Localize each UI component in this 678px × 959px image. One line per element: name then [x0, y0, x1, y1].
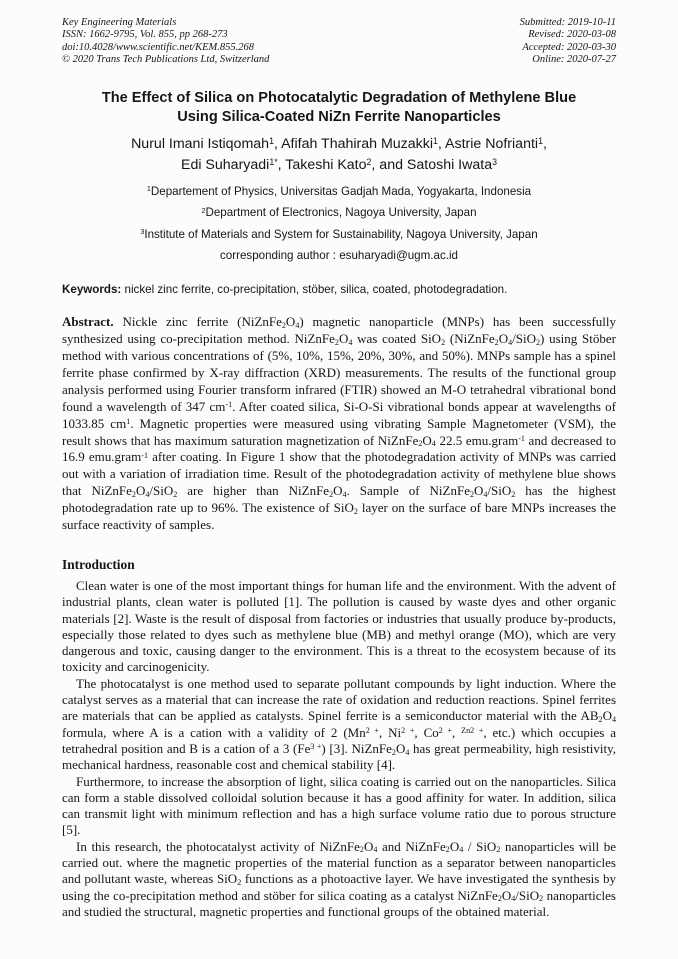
affiliation-1: $^1$Departement of Physics, Universitas Gadjah Mada, Yogyakarta, Indonesia	[146, 184, 532, 198]
journal-header	[62, 17, 616, 66]
abstract-paragraph	[62, 314, 616, 534]
journal-name: Key Engineering Materials	[62, 17, 177, 28]
introduction-heading: Introduction	[62, 556, 135, 572]
corresponding-author-line: corresponding author : esuharyadi@ugm.ac.id	[220, 249, 458, 263]
abstract-text: Nickle zinc ferrite $(NiZnFe_2O_4)$ magnetic nanoparticle (MNPs) has been successfully synthesized using co-precipitation method. $NiZnFe_2O_4$ was coated SiO$_2$ $(NiZnFe_2O_4/SiO_2)$ using Stöber method with various concentrations of (5%, 10%, 15%, 20%, 30%, and 50%). MNPs sample has a spinel ferrite phase confirmed by X-ray diffraction (XRD) measurements. The results of the functional group analysis performed using Fourier transform infrared (FTIR) showed an M-O tetrahedral vibrational bond found a wavelength of 347 $cm^{-1}$. After coated silica, Si-O-Si vibrational bonds appear at wavelengths of 1033.85 $cm^1$. Magnetic properties were measured using vibrating Sample Magnetometer (VSM), the result shows that has maximum saturation magnetization of $NiZnFe_2O_4$ 22.5 emu.gram$^{-1}$ and decreased to 16.9 emu.gram$^{-1}$ after coating. In Figure 1 show that the photodegradation activity of MNPs was carried out with a variation of irradiation time. Result of the photodegradation activity of methylene blue shows that $NiZnFe_2O_4/SiO_2$ are higher than $NiZnFe_2O_4$. Sample of $NiZnFe_2O_4/SiO_2$ has the highest photodegradation rate up to 96%. The existence of SiO$_2$ layer on the surface of bare MNPs increases the surface reactivity of samples.	[62, 314, 617, 533]
journal-doi-line: doi:10.4028/www.scientific.net/KEM.855.268	[62, 41, 254, 53]
affiliation-2: $^2$Department of Electronics, Nagoya University, Japan	[201, 205, 477, 220]
online-date: Online: 2020-07-27	[532, 53, 616, 65]
authors-block	[62, 134, 616, 176]
journal-issn-line: ISSN: 1662-9795, Vol. 855, pp 268-273	[62, 29, 228, 41]
keywords-text: nickel zinc ferrite, co-precipitation, stöber, silica, coated, photodegradation.	[124, 283, 508, 297]
introduction-paragraph-2: The photocatalyst is one method used to separate pollutant compounds by light induction. Where the catalyst serves as a material that can increase the rate of oxidation and reduction reactions. Spinel ferrites are materials that can be applied as catalysts. Spinel ferrite is a semiconductor material with the $AB_2O_4$ formula, where A is a cation with a validity of 2 ($Mn^{2 +}$, $Ni^{2 +}$, $Co^{2 +}$, $^{Zn2 +}$, etc.) which occupies a tetrahedral position and B is a cation of a 3 $(Fe^{3 +})$ [3]. $NiZnFe_2O_4$ has great permeability, high resistivity, mechanical hardness, reasonable cost and chemical stability [4].	[62, 675, 617, 773]
revised-date: Revised: 2020-03-08	[528, 29, 616, 41]
journal-copyright-line: © 2020 Trans Tech Publications Ltd, Switzerland	[62, 53, 270, 65]
submitted-date: Submitted: 2019-10-11	[519, 17, 616, 28]
abstract-label: Abstract.	[62, 314, 114, 330]
accepted-date: Accepted: 2020-03-30	[522, 41, 616, 53]
affiliation-3: $^3$Institute of Materials and System for Sustainability, Nagoya University, Japan	[140, 227, 538, 241]
journal-info-block	[62, 17, 269, 66]
authors-line-2: Edi Suharyadi$^{1*}$, Takeshi Kato$^2$, and Satoshi Iwata$^3$	[180, 157, 497, 174]
paper-title	[62, 89, 616, 127]
introduction-paragraph-4: In this research, the photocatalyst activity of $NiZnFe_2O_4$ and $NiZnFe_2O_4 / SiO_2$ nanoparticles will be carried out. where the magnetic properties of the material function as a separator between nanoparticles and pollutant waste, whereas SiO$_2$ functions as a photoactive layer. We have investigated the synthesis by using the co-precipitation method and stöber for silica coating as a catalyst $NiZnFe_2O_4/SiO_2$ nanoparticles and studied the structural, magnetic properties and functional groups of the obtained material.	[62, 838, 616, 919]
authors-line-1: Nurul Imani Istiqomah$^1$, Afifah Thahirah Muzakki$^1$, Astrie Nofrianti$^1$,	[131, 136, 547, 153]
introduction-paragraph-3: Furthermore, to increase the absorption of light, silica coating is carried out on the nanoparticles. Silica can form a stable dissolved colloidal solution because it has a good affinity for water. In addition, silica can transmit light with minimum reflection and has a high surface volume ratio due to porous structure [5].	[62, 773, 616, 838]
paper-title-line-1: The Effect of Silica on Photocatalytic Degradation of Methylene Blue	[101, 90, 577, 107]
keywords-line	[62, 283, 616, 297]
keywords-label: Keywords:	[62, 283, 122, 297]
submission-dates-block	[520, 17, 616, 66]
affiliations-block	[62, 185, 616, 263]
introduction-paragraph-1: Clean water is one of the most important things for human life and the environment. With the advent of industrial plants, clean water is polluted [1]. The pollution is caused by waste dyes and other organic materials [2]. Waste is the result of disposal from factories or industries that usually produce by-products, especially those related to dyes such as methylene blue (MB) and methyl orange (MO), which are very dangerous and toxic, causing danger to the environment. This is a threat to the ecosystem because of its toxicity and carcinogenicity.	[62, 577, 616, 675]
paper-title-line-2: Using Silica-Coated NiZn Ferrite Nanoparticles	[177, 109, 501, 126]
